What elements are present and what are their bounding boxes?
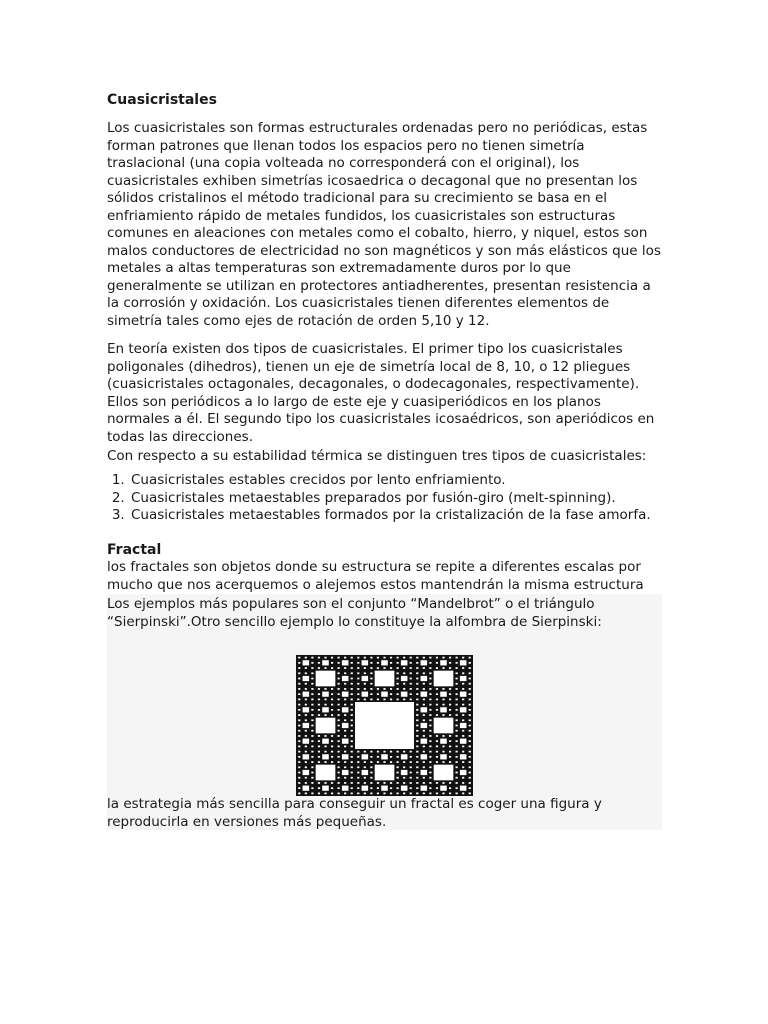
sierpinski-carpet-image (296, 655, 473, 796)
paragraph-fractal-examples: Los ejemplos más populares son el conjunto “Mandelbrot” o el triángulo “Sierpinski”.Otro sencillo ejemplo lo constituye la alfombra de Sierpinski: (107, 596, 602, 630)
paragraph-fractal-strategy: la estrategia más sencilla para conseguir un fractal es coger una figura y reproducirla en versiones más pequeñas. (107, 796, 602, 830)
list-item: 3. Cuasicristales metaestables formados por la cristalización de la fase amorfa. (129, 507, 669, 525)
paragraph-fractal-definition: los fractales son objetos donde su estructura se repite a diferentes escalas por mucho que nos acerquemos o alejemos estos mantendrán la misma estructura (107, 559, 644, 593)
section-title-cuasicristales: Cuasicristales (107, 92, 217, 108)
list-item: 2. Cuasicristales metaestables preparados por fusión-giro (melt-spinning). (129, 490, 669, 508)
stability-list (107, 472, 669, 525)
section-title-fractal: Fractal (107, 542, 162, 558)
list-item: 1. Cuasicristales estables crecidos por lento enfriamiento. (129, 472, 669, 490)
paragraph-intro: Los cuasicristales son formas estructurales ordenadas pero no periódicas, estas forman patrones que llenan todos los espacios pero no tienen simetría traslacional (una copia volteada no corresponderá con el original), los cuasicristales exhiben simetrías icosaedrica o decagonal que no presentan los sólidos cristalinos el método tradicional para su crecimiento se basa en el enfriamiento rápido de metales fundidos, los cuasicristales son estructuras comunes en aleaciones con metales como el cobalto, hierro, y niquel, estos son malos conductores de electricidad no son magnéticos y son más elásticos que los metales a altas temperaturas son extremadamente duros por lo que generalmente se utilizan en protectores antiadherentes, presentan resistencia a la corrosión y oxidación. Los cuasicristales tienen diferentes elementos de simetría tales como ejes de rotación de orden 5,10 y 12. (107, 120, 661, 329)
paragraph-stability: Con respecto a su estabilidad térmica se distinguen tres tipos de cuasicristales: (107, 448, 647, 464)
paragraph-types: En teoría existen dos tipos de cuasicristales. El primer tipo los cuasicristales poligonales (dihedros), tienen un eje de simetría local de 8, 10, o 12 pliegues (cuasicristales octagonales, decagonales, o dodecagonales, respectivamente). Ellos son periódicos a lo largo de este eje y cuasiperiódicos en los planos normales a él. El segundo tipo los cuasicristales icosaédricos, son aperiódicos en todas las direcciones. (107, 341, 655, 445)
